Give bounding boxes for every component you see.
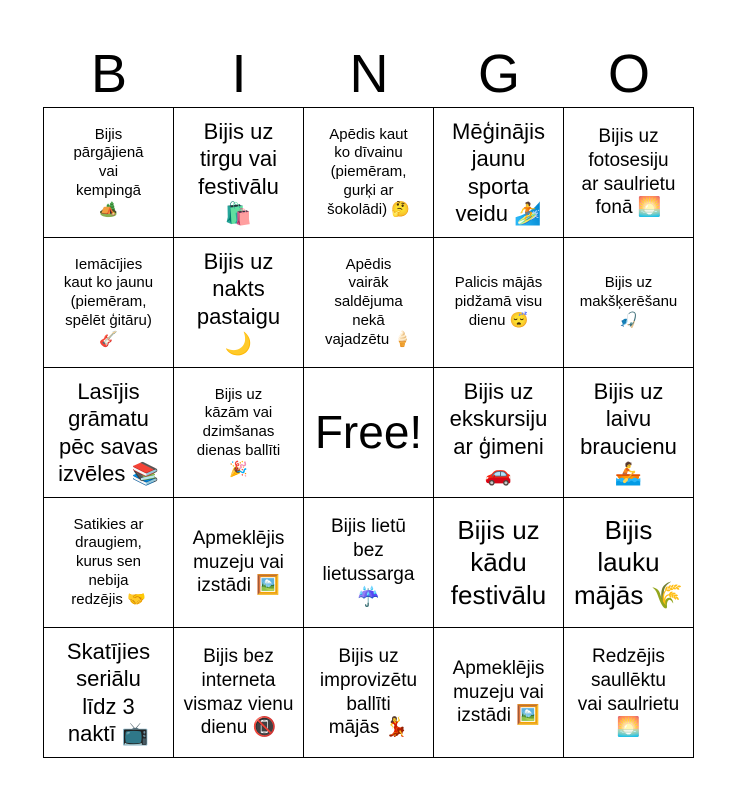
bingo-cell[interactable]: Bijis uz fotosesiju ar saulrietu fonā 🌅 xyxy=(564,108,694,238)
bingo-cell[interactable]: Skatījies seriālu līdz 3 naktī 📺 xyxy=(44,628,174,758)
bingo-cell[interactable]: Bijis uz tirgu vai festivālu 🛍️ xyxy=(174,108,304,238)
free-space-cell[interactable]: Free! xyxy=(304,368,434,498)
bingo-cell[interactable]: Mēģinājis jaunu sporta veidu 🏄 xyxy=(434,108,564,238)
bingo-cell[interactable]: Iemācījies kaut ko jaunu (piemēram, spēlēt ģitāru) 🎸 xyxy=(44,238,174,368)
bingo-cell[interactable]: Redzējis saullēktu vai saulrietu 🌅 xyxy=(564,628,694,758)
header-letter-i: I xyxy=(231,44,247,104)
bingo-cell[interactable]: Bijis uz ekskursiju ar ģimeni 🚗 xyxy=(434,368,564,498)
bingo-cell[interactable]: Bijis uz laivu braucienu 🚣 xyxy=(564,368,694,498)
bingo-cell[interactable]: Palicis mājās pidžamā visu dienu 😴 xyxy=(434,238,564,368)
bingo-cell[interactable]: Lasījis grāmatu pēc savas izvēles 📚 xyxy=(44,368,174,498)
bingo-cell[interactable]: Bijis pārgājienā vai kempingā 🏕️ xyxy=(44,108,174,238)
bingo-cell[interactable]: Bijis lauku mājās 🌾 xyxy=(564,498,694,628)
bingo-cell[interactable]: Bijis bez interneta vismaz vienu dienu 📵 xyxy=(174,628,304,758)
header-letter-b: B xyxy=(90,44,128,104)
bingo-cell[interactable]: Apmeklējis muzeju vai izstādi 🖼️ xyxy=(174,498,304,628)
bingo-cell[interactable]: Apēdis kaut ko dīvainu (piemēram, gurķi ar šokolādi) 🤔 xyxy=(304,108,434,238)
bingo-cell[interactable]: Bijis lietū bez lietussarga ☔ xyxy=(304,498,434,628)
header-letter-n: N xyxy=(349,44,389,104)
bingo-cell[interactable]: Bijis uz improvizētu ballīti mājās 💃 xyxy=(304,628,434,758)
header-letter-g: G xyxy=(477,44,520,104)
bingo-cell[interactable]: Apmeklējis muzeju vai izstādi 🖼️ xyxy=(434,628,564,758)
header-letter-o: O xyxy=(607,44,650,104)
bingo-cell[interactable]: Bijis uz kāzām vai dzimšanas dienas ballīti 🎉 xyxy=(174,368,304,498)
bingo-cell[interactable]: Bijis uz kādu festivālu xyxy=(434,498,564,628)
bingo-cell[interactable]: Bijis uz makšķerēšanu 🎣 xyxy=(564,238,694,368)
bingo-board xyxy=(43,107,694,758)
bingo-cell[interactable]: Satikies ar draugiem, kurus sen nebija redzējis 🤝 xyxy=(44,498,174,628)
bingo-cell[interactable]: Bijis uz nakts pastaigu 🌙 xyxy=(174,238,304,368)
bingo-cell[interactable]: Apēdis vairāk saldējuma nekā vajadzētu 🍦 xyxy=(304,238,434,368)
bingo-header xyxy=(44,40,694,108)
